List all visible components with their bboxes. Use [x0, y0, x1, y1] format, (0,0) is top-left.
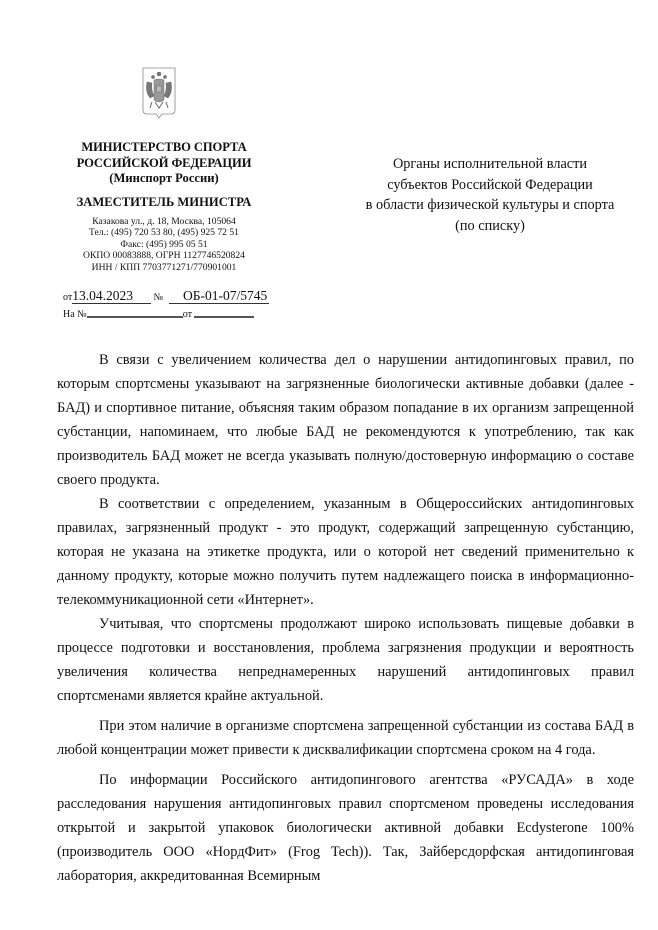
reply-number-blank	[87, 316, 183, 318]
body-paragraph: Учитывая, что спортсмены продолжают широко использовать пищевые добавки в процессе подготовки и восстановления, проблема загрязнения продукции и вероятность увеличения количества непреднамеренных нарушений антидопинговых правил спортсменами является крайне актуальной.	[57, 616, 634, 704]
reply-from-label: от	[182, 309, 192, 320]
addressee-line: Органы исполнительной власти	[392, 156, 588, 172]
reply-row	[63, 309, 254, 320]
body-paragraph: В связи с увеличением количества дел о нарушении антидопинговых правил, по которым спортсмены указывают на загрязненные биологически активные добавки (далее - БАД) и спортивное питание, объясняя таким образом попадание в их организм запрещенной субстанции, напоминаем, что любые БАД не рекомендуются к употреблению, так как производитель БАД может не всегда указывать полную/достоверную информацию о составе своего продукта.	[57, 352, 634, 488]
contact-fax: Факс: (495) 995 05 51	[120, 238, 208, 250]
registration-number: ОБ-01-07/5745	[169, 289, 269, 304]
body-paragraph: При этом наличие в организме спортсмена запрещенной субстанции из состава БАД в любой концентрации может привести к дисквалификации спортсмена сроком на 4 года.	[57, 718, 634, 758]
russian-coat-of-arms-icon	[141, 66, 177, 120]
contact-okpo-ogrn: ОКПО 00083888, ОГРН 1127746520824	[83, 250, 245, 262]
contact-inn-kpp: ИНН / КПП 7703771271/770901001	[91, 261, 237, 273]
sender-block	[58, 140, 270, 273]
number-label: №	[153, 292, 164, 303]
registration-date: 13.04.2023	[72, 289, 151, 304]
from-label: от	[63, 292, 73, 303]
contact-address: Казакова ул., д. 18, Москва, 105064	[92, 215, 236, 227]
addressee-line: в области физической культуры и спорта	[365, 197, 615, 213]
contacts	[58, 216, 270, 274]
registration-row	[63, 289, 269, 304]
org-short-name: (Минспорт России)	[109, 171, 219, 185]
body-paragraph: В соответствии с определением, указанным в Общероссийских антидопинговых правилах, загрязненный продукт - это продукт, содержащий запрещенную субстанцию, которая не указана на этикетке продукта, или о которой нет сведений применительно к данному продукту, которые можно получить путем надлежащего поиска в информационно-телекоммуникационной сети «Интернет».	[57, 496, 634, 608]
addressee-line: субъектов Российской Федерации	[387, 176, 593, 193]
org-name-line1: МИНИСТЕРСТВО СПОРТА	[81, 140, 247, 154]
letterhead-emblem	[141, 66, 177, 120]
reply-to-label: На №	[63, 309, 87, 320]
contact-phone: Тел.: (495) 720 53 80, (495) 925 72 51	[89, 227, 239, 239]
letter-body	[57, 348, 634, 888]
position-title: ЗАМЕСТИТЕЛЬ МИНИСТРА	[76, 194, 252, 209]
addressee-line: (по списку)	[455, 217, 525, 234]
org-name-line2: РОССИЙСКОЙ ФЕДЕРАЦИИ	[76, 155, 252, 170]
body-paragraph: По информации Российского антидопингового агентства «РУСАДА» в ходе расследования нарушения антидопинговых правил спортсменом проведены исследования открытой и закрытой упаковок биологически активной добавки Ecdysterone 100% (производитель ООО «НордФит» (Frog Tech)). Так, Зайберсдорфская антидопинговая лаборатория, аккредитованная Всемирным	[57, 772, 634, 884]
reply-date-blank	[194, 316, 254, 318]
addressee-block	[340, 154, 640, 236]
